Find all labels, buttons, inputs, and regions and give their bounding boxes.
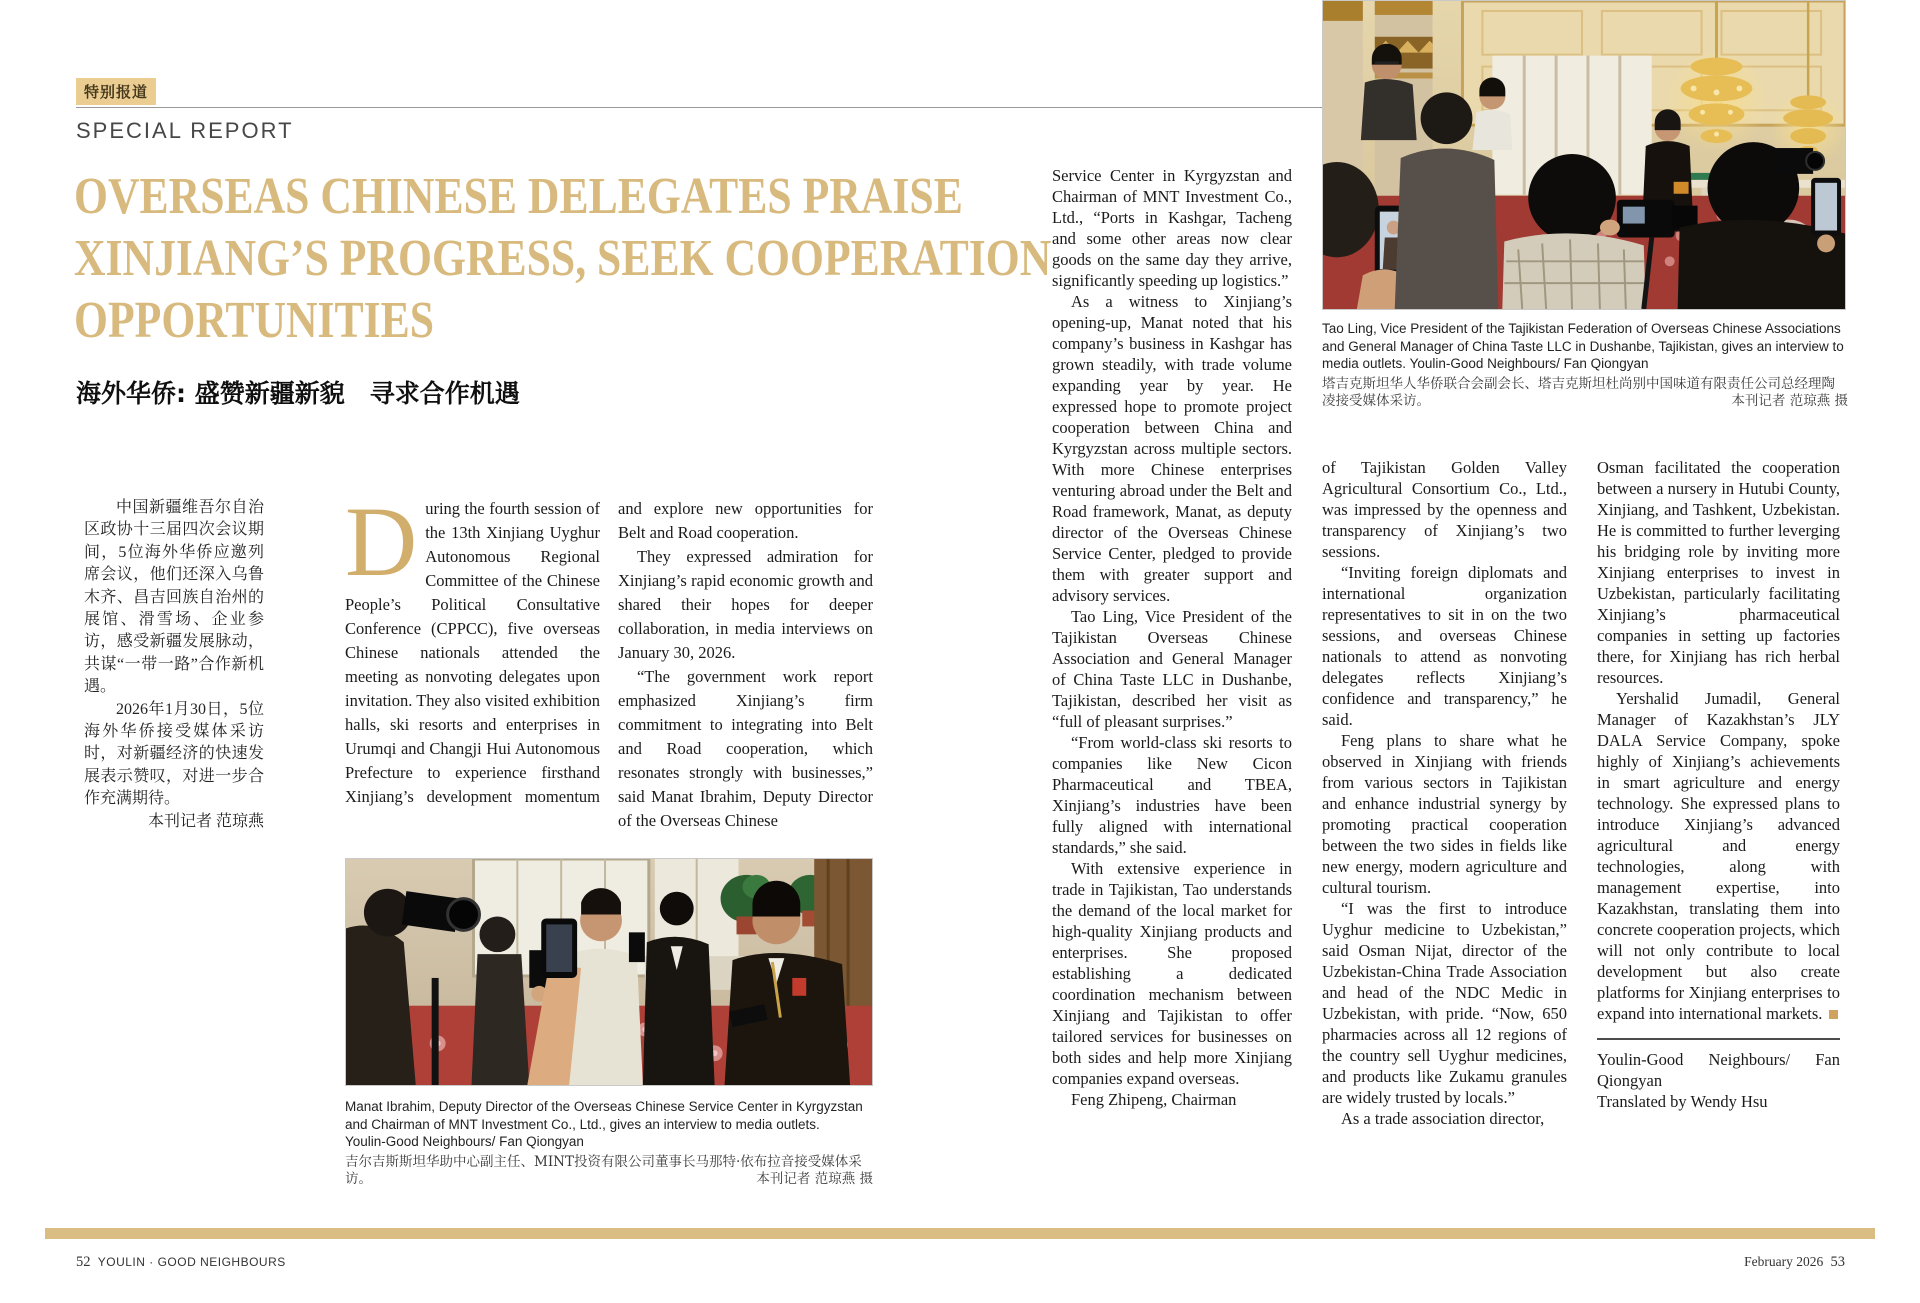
section-tag-zh: 特别报道 [76, 78, 156, 105]
photo2-caption [1322, 320, 1848, 411]
article-column-a [1052, 165, 1292, 1215]
article-paragraph: As a witness to Xinjiang’s opening-up, Manat noted that his company’s business in Kashgar has grown steadily, with trade volume expanding year by year. He expressed hope to promote project cooperation between China and Kyrgyzstan across multiple sectors. With more Chinese enterprises venturing abroad under the Belt and Road framework, Manat, as deputy director of the Overseas Chinese Service Center, pledged to provide them with greater support and advisory services. [1052, 292, 1292, 605]
article-paragraph-text: uring the fourth session of the 13th Xinjiang Uyghur Autonomous Regional Committee of the Chinese People’s Political Consultative Conference (CPPCC), five overseas Chinese nationals attended the meeting as nonvoting delegates upon invitation. They also visited exhibition halls, ski resorts and enterprises in Urumqi and Changji Hui Autonomous Prefecture to experience firsthand Xinjiang’s development momentum and explore new opportunities for Belt and Road cooperation. [345, 499, 873, 806]
article-paragraph: With extensive experience in trade in Tajikistan, Tao understands the demand of the local market for high-quality Xinjiang products and enterprises. She proposed establishing a dedicated coordination mechanism between Xinjiang and Tajikistan to offer tailored services for businesses on both sides and help more Xinjiang companies expand overseas. [1052, 859, 1292, 1088]
photo-manat-interview-art [346, 859, 872, 1085]
page-number-left: 52 [76, 1254, 91, 1270]
intro-zh-paragraph: 2026年1月30日，5位海外华侨接受媒体采访时，对新疆经济的快速发展表示赞叹，对进一步合作充满期待。 [84, 700, 264, 808]
article-paragraph: “Inviting foreign diplomats and international organization representatives to sit in on the two sessions, and overseas Chinese nationals to attend as nonvoting delegates reflects Xinjiang’s confidence and transparency,” he said. [1322, 563, 1567, 729]
headline-line-3: OPPORTUNITIES [74, 292, 435, 349]
photo1-credit-en: Youlin-Good Neighbours/ Fan Qiongyan [345, 1134, 584, 1149]
article-end-mark [1829, 1010, 1838, 1019]
headline [74, 166, 1052, 352]
article-paragraph: Yershalid Jumadil, General Manager of Kazakhstan’s JLY DALA Service Company, spoke highly of Xinjiang’s achievements in smart agriculture and energy technology. She expressed plans to introduce Xinjiang’s advanced agricultural and energy technologies, along with management expertise, into Kazakhstan, translating them into concrete cooperation projects, which will not only contribute to local development but also create platforms for Xinjiang enterprises to expand into international markets. [1597, 689, 1840, 1023]
article-opening-columns [345, 497, 873, 855]
article-paragraph: of Tajikistan Golden Valley Agricultural Consortium Co., Ltd., was impressed by the openness and transparency of Xinjiang’s two sessions. [1322, 458, 1567, 561]
drop-cap: D [345, 497, 418, 597]
photo-manat-interview [345, 858, 873, 1086]
article-paragraph: Feng Zhipeng, Chairman [1070, 1090, 1237, 1109]
intro-zh-paragraph: 中国新疆维吾尔自治区政协十三届四次会议期间，5位海外华侨应邀列席会议，他们还深入乌鲁木齐、昌吉回族自治州的展馆、滑雪场、企业参访，感受新疆发展脉动，共谋“一带一路”合作新机遇。 [84, 499, 264, 696]
article-column-b [1322, 457, 1567, 1217]
article-credits [1597, 1038, 1840, 1112]
article-paragraph: They expressed admiration for Xinjiang’s rapid economic growth and shared their hopes for deeper collaboration, in media interviews on January 30, 2026. [618, 547, 873, 662]
photo2-credit-zh: 本刊记者 范琼燕 摄 [1731, 393, 1848, 409]
article-column-c [1597, 457, 1840, 1217]
article-paragraph: Feng plans to share what he observed in Xinjiang with friends from various sectors in Tajikistan and enhance industrial synergy by promoting practical cooperation between the two sides in fields like new energy, modern agriculture and cultural tourism. [1322, 731, 1567, 897]
photo1-caption [345, 1098, 873, 1189]
photo-tao-ling-interview-art [1323, 1, 1845, 309]
article-paragraph: As a trade association director, [1340, 1109, 1545, 1128]
article-paragraph: Tao Ling, Vice President of the Tajikistan Overseas Chinese Association and General Manager of China Taste LLC in Dushanbe, Tajikistan, described her visit as “full of pleasant surprises.” [1052, 607, 1292, 731]
chinese-intro-column [84, 497, 264, 833]
article-credit-line: Youlin-Good Neighbours/ Fan Qiongyan [1597, 1050, 1840, 1090]
article-paragraph: Service Center in Kyrgyzstan and Chairman of MNT Investment Co., Ltd., “Ports in Kashgar, Tacheng and some other areas now clear goods on the same day they arrive, significantly speeding up logistics.” [1052, 166, 1292, 290]
article-paragraph: “I was the first to introduce Uyghur medicine to Uzbekistan,” said Osman Nijat, director of the Uzbekistan-China Trade Association and head of the NDC Medic in Uzbekistan, with pride. “Now, 650 pharmacies across all 12 regions of the country sell Uyghur medicines, and products like Zukamu granules are widely trusted by locals.” [1322, 899, 1567, 1107]
article-paragraph: “The government work report emphasized Xinjiang’s firm commitment to integrating into Belt and Road cooperation, which resonates strongly with businesses,” said Manat Ibrahim, Deputy Director of the Overseas Chinese [618, 667, 873, 830]
photo2-caption-zh: 塔吉克斯坦华人华侨联合会副会长、塔吉克斯坦杜尚别中国味道有限责任公司总经理陶凌接受媒体采访。 本刊记者 范琼燕 摄 [1322, 375, 1848, 409]
photo-tao-ling-interview [1322, 0, 1846, 310]
article-paragraph: “From world-class ski resorts to companies like New Cicon Pharmaceutical and TBEA, Xinjiang’s industries have been fully aligned with international standards,” she said. [1052, 733, 1292, 857]
photo2-caption-en: Tao Ling, Vice President of the Tajikistan Federation of Overseas Chinese Associations and General Manager of China Taste LLC in Dushanbe, Tajikistan, gives an interview to media outlets. Youlin-Good Neighbours/ Fan Qiongyan [1322, 321, 1844, 371]
page-number-right: 53 [1830, 1254, 1845, 1270]
section-label: SPECIAL REPORT [76, 118, 294, 143]
photo2-credit-en: Youlin-Good Neighbours/ Fan Qiongyan [1409, 356, 1649, 371]
photo1-caption-zh: 吉尔吉斯斯坦华助中心副主任、MINT投资有限公司董事长马那特·依布拉音接受媒体采访。 本刊记者 范琼燕 摄 [345, 1153, 873, 1187]
issue-date: February 2026 [1744, 1254, 1824, 1269]
footer-left [76, 1254, 290, 1271]
headline-subtitle-zh: 海外华侨: 盛赞新疆新貌 寻求合作机遇 [76, 379, 520, 408]
article-paragraph: Osman facilitated the cooperation between a nursery in Hutubi County, Xinjiang, and Tashkent, Uzbekistan. He is committed to further leverging his bridging role by inviting more Xinjiang enterprises to invest in Uzbekistan, particularly facilitating Xinjiang’s pharmaceutical companies in setting up factories there, for Xinjiang has rich herbal resources. [1597, 458, 1840, 687]
intro-zh-byline: 本刊记者 范琼燕 [147, 812, 264, 830]
photo1-credit-zh: 本刊记者 范琼燕 摄 [756, 1171, 873, 1187]
footer-band [45, 1228, 1875, 1239]
headline-line-2: XINJIANG’S PROGRESS, SEEK COOPERATION [74, 230, 1052, 287]
article-credit-line: Translated by Wendy Hsu [1597, 1092, 1768, 1111]
magazine-brand: YOULIN · GOOD NEIGHBOURS [97, 1255, 286, 1269]
footer-right [1740, 1254, 1845, 1271]
photo1-caption-en: Manat Ibrahim, Deputy Director of the Overseas Chinese Service Center in Kyrgyzstan and Chairman of MNT Investment Co., Ltd., gives an interview to media outlets. Youlin-Good Neighbours/ Fan Qiongyan [345, 1099, 863, 1149]
headline-line-1: OVERSEAS CHINESE DELEGATES PRAISE [74, 168, 963, 225]
